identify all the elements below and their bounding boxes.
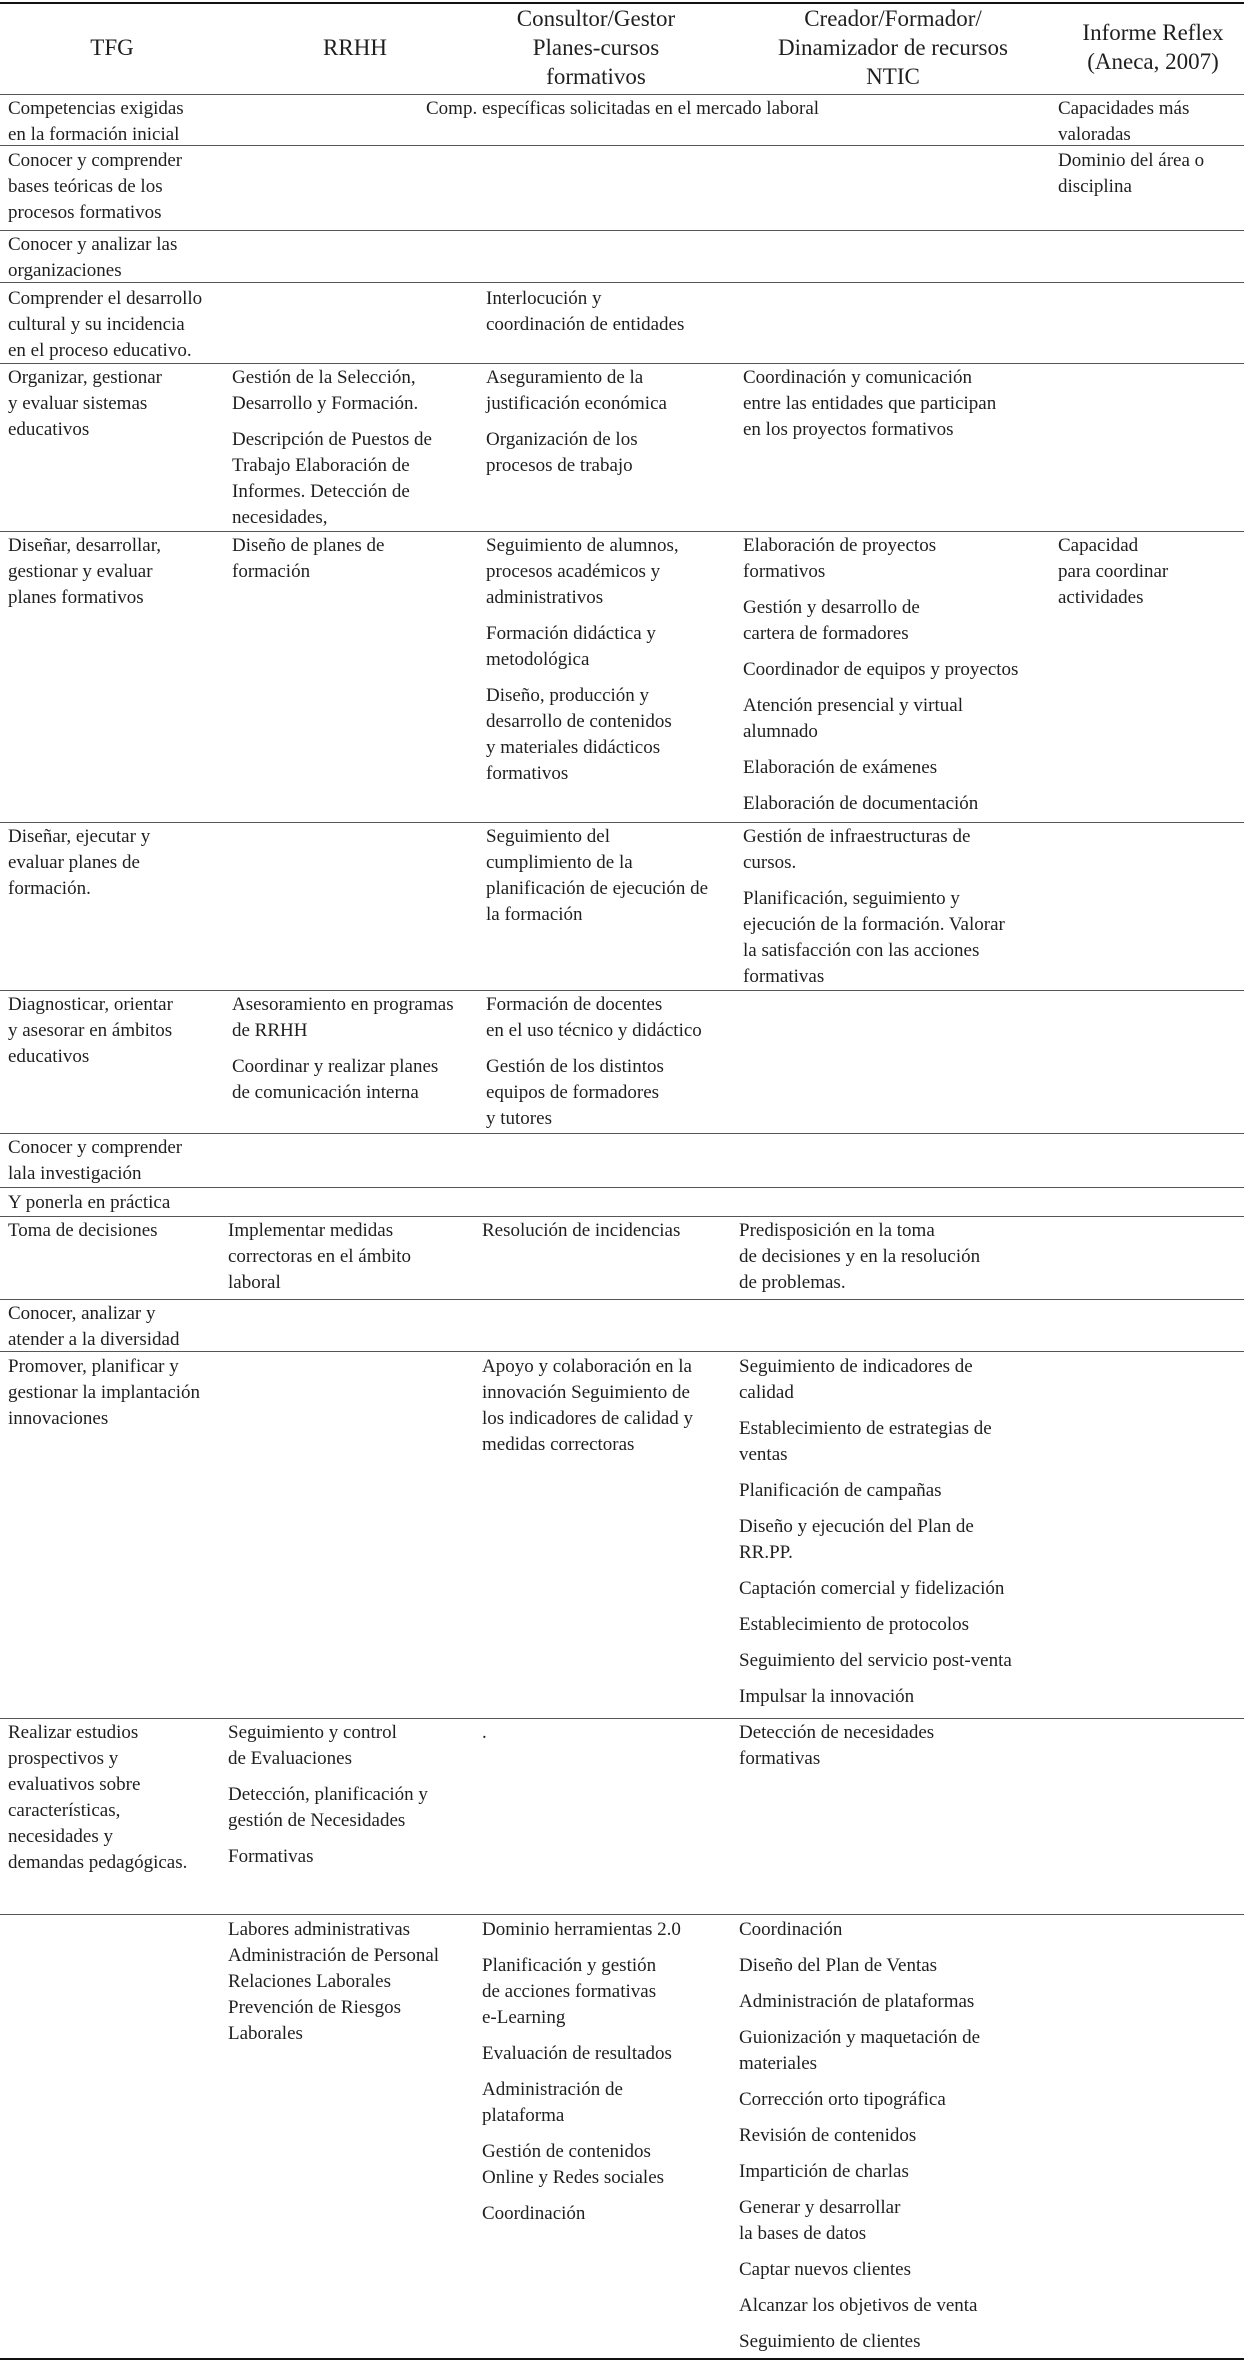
cell-text: Conocer y comprender lala investigación: [8, 1137, 183, 1184]
cell-text: Impulsar la innovación: [739, 1686, 915, 1707]
spanning-heading: Comp. específicas solicitadas en el mercado laboral: [426, 98, 820, 119]
cell-tfg: [8, 365, 228, 453]
cell-text: Asesoramiento en programas de RRHH: [232, 994, 454, 1041]
cell-creador: [739, 1917, 1049, 2365]
cell-consultor: [482, 1354, 734, 1468]
cell-text: Capacidades más valoradas: [1058, 98, 1190, 145]
row-divider: [0, 2358, 1244, 2360]
cell-creador: [743, 365, 1053, 453]
cell-text: Descripción de Puestos de Trabajo Elaboración de Informes. Detección de necesidades,: [232, 429, 432, 528]
cell-text: Elaboración de documentación: [743, 793, 979, 814]
cell-creador: [743, 533, 1053, 827]
cell-text: Diagnosticar, orientar y asesorar en ámbitos educativos: [8, 994, 173, 1067]
cell-text: Aseguramiento de la justificación económica: [486, 367, 667, 414]
cell-text: Seguimiento del cumplimiento de la planificación de ejecución de la formación: [486, 826, 709, 925]
cell-text: Organización de los procesos de trabajo: [486, 429, 638, 476]
cell-text: Competencias exigidas en la formación inicial: [8, 98, 184, 145]
cell-consultor: [486, 533, 738, 797]
cell-text: Guionización y maquetación de materiales: [739, 2027, 981, 2074]
cell-rrhh: [232, 992, 482, 1116]
cell-text: Formación didáctica y metodológica: [486, 623, 656, 670]
row-divider: [0, 990, 1244, 991]
cell-text: Diseño y ejecución del Plan de RR.PP.: [739, 1516, 974, 1563]
cell-rrhh: [228, 1218, 478, 1306]
cell-tfg: [8, 232, 228, 294]
cell-text: Resolución de incidencias: [482, 1220, 681, 1241]
cell-text: Diseño de planes de formación: [232, 535, 385, 582]
cell-text: Detección, planificación y gestión de Necesidades: [228, 1784, 428, 1831]
cell-text: Coordinador de equipos y proyectos: [743, 659, 1019, 680]
column-header-reflex: Informe Reflex (Aneca, 2007): [1082, 20, 1224, 74]
cell-consultor: [486, 824, 738, 938]
cell-text: Gestión de infraestructuras de cursos.: [743, 826, 971, 873]
cell-rrhh: [228, 1917, 478, 2057]
cell-text: Detección de necesidades formativas: [739, 1722, 935, 1769]
cell-text: Planificación, seguimiento y ejecución de la formación. Valorar la satisfacción con las acciones formativas: [743, 888, 1005, 987]
cell-tfg: [8, 992, 228, 1080]
column-header-consultor: Consultor/Gestor Planes-cursos formativos: [516, 6, 676, 89]
cell-consultor: [482, 1218, 734, 1254]
cell-consultor: [482, 1720, 734, 1756]
cell-text: Interlocución y coordinación de entidades: [486, 288, 685, 335]
cell-text: Gestión y desarrollo de cartera de formadores: [743, 597, 920, 644]
cell-text: Comprender el desarrollo cultural y su incidencia en el proceso educativo.: [8, 288, 203, 361]
cell-text: Establecimiento de estrategias de ventas: [739, 1418, 992, 1465]
cell-text: Planificación de campañas: [739, 1480, 942, 1501]
cell-text: Elaboración de proyectos formativos: [743, 535, 937, 582]
cell-text: Corrección orto tipográfica: [739, 2089, 946, 2110]
cell-rrhh: [232, 533, 482, 595]
cell-text: Seguimiento y control de Evaluaciones: [228, 1722, 397, 1769]
cell-tfg: [8, 533, 228, 621]
cell-text: Y ponerla en práctica: [8, 1192, 171, 1213]
cell-text: Gestión de los distintos equipos de formadores y tutores: [486, 1056, 664, 1129]
cell-reflex: [1058, 148, 1238, 210]
cell-text: Seguimiento de clientes: [739, 2331, 921, 2352]
cell-consultor: [482, 1917, 734, 2237]
cell-text: Atención presencial y virtual alumnado: [743, 695, 964, 742]
cell-text: Conocer y analizar las organizaciones: [8, 234, 178, 281]
cell-text: Realizar estudios prospectivos y evaluativos sobre características, necesidades y demandas pedagógicas.: [8, 1722, 188, 1873]
cell-tfg: [8, 148, 228, 236]
cell-text: Coordinación: [739, 1919, 843, 1940]
cell-tfg: [8, 1135, 228, 1197]
cell-tfg: [8, 286, 228, 374]
cell-rrhh: [228, 1720, 478, 1880]
cell-text: Coordinación: [482, 2203, 586, 2224]
cell-tfg: [8, 824, 228, 912]
cell-text: Promover, planificar y gestionar la implantación innovaciones: [8, 1356, 201, 1429]
cell-consultor: [486, 365, 738, 489]
cell-text: Alcanzar los objetivos de venta: [739, 2295, 978, 2316]
cell-text: Formativas: [228, 1846, 314, 1867]
cell-creador: [743, 824, 1053, 1000]
cell-text: Predisposición en la toma de decisiones y en la resolución de problemas.: [739, 1220, 981, 1293]
cell-rrhh: [232, 365, 482, 541]
cell-text: Formación de docentes en el uso técnico y didáctico: [486, 994, 702, 1041]
cell-tfg: [8, 1354, 228, 1442]
cell-text: Revisión de contenidos: [739, 2125, 917, 2146]
cell-reflex: [1058, 533, 1238, 621]
cell-text: Establecimiento de protocolos: [739, 1614, 970, 1635]
cell-text: Apoyo y colaboración en la innovación Seguimiento de los indicadores de calidad y medidas correctoras: [482, 1356, 694, 1455]
cell-text: Conocer y comprender bases teóricas de los procesos formativos: [8, 150, 183, 223]
row-divider: [0, 1718, 1244, 1719]
cell-text: Gestión de la Selección, Desarrollo y Formación.: [232, 367, 419, 414]
cell-creador: [739, 1354, 1049, 1720]
row-divider: [0, 94, 1244, 95]
cell-consultor: [486, 992, 738, 1142]
cell-text: Labores administrativas Administración de Personal Relaciones Laborales Prevención de Riesgos Laborales: [228, 1919, 440, 2044]
cell-text: Implementar medidas correctoras en el ámbito laboral: [228, 1220, 412, 1293]
row-divider: [0, 531, 1244, 532]
cell-text: Seguimiento de indicadores de calidad: [739, 1356, 973, 1403]
cell-text: Coordinar y realizar planes de comunicación interna: [232, 1056, 439, 1103]
cell-consultor: [486, 286, 738, 348]
column-header-tfg: TFG: [90, 35, 134, 60]
cell-text: Diseñar, ejecutar y evaluar planes de formación.: [8, 826, 151, 899]
cell-text: Impartición de charlas: [739, 2161, 909, 2182]
column-header-rrhh: RRHH: [323, 35, 387, 60]
cell-text: Organizar, gestionar y evaluar sistemas educativos: [8, 367, 162, 440]
cell-text: Evaluación de resultados: [482, 2043, 672, 2064]
cell-text: Diseño del Plan de Ventas: [739, 1955, 938, 1976]
cell-text: Diseñar, desarrollar, gestionar y evaluar planes formativos: [8, 535, 162, 608]
cell-text: Dominio herramientas 2.0: [482, 1919, 681, 1940]
cell-text: Administración de plataformas: [739, 1991, 975, 2012]
cell-text: Captar nuevos clientes: [739, 2259, 912, 2280]
row-divider: [0, 1914, 1244, 1915]
cell-text: Planificación y gestión de acciones formativas e-Learning: [482, 1955, 657, 2028]
column-header-creador: Creador/Formador/ Dinamizador de recursos NTIC: [778, 6, 1008, 89]
cell-text: Toma de decisiones: [8, 1220, 158, 1241]
cell-creador: [739, 1218, 1049, 1306]
cell-creador: [739, 1720, 1049, 1782]
cell-text: Generar y desarrollar la bases de datos: [739, 2197, 901, 2244]
cell-tfg: [8, 1218, 228, 1254]
cell-text: Administración de plataforma: [482, 2079, 623, 2126]
cell-text: Elaboración de exámenes: [743, 757, 938, 778]
cell-tfg: [8, 1720, 228, 1886]
row-divider: [0, 822, 1244, 823]
cell-text: Gestión de contenidos Online y Redes sociales: [482, 2141, 665, 2188]
cell-text: .: [482, 1722, 487, 1743]
cell-text: Conocer, analizar y atender a la diversidad: [8, 1303, 180, 1350]
cell-text: Diseño, producción y desarrollo de contenidos y materiales didácticos formativos: [486, 685, 672, 784]
cell-text: Seguimiento del servicio post-venta: [739, 1650, 1012, 1671]
cell-text: Seguimiento de alumnos, procesos académicos y administrativos: [486, 535, 679, 608]
cell-text: Capacidad para coordinar actividades: [1058, 535, 1169, 608]
cell-text: Dominio del área o disciplina: [1058, 150, 1205, 197]
cell-text: Coordinación y comunicación entre las entidades que participan en los proyectos formativos: [743, 367, 997, 440]
row-divider: [0, 1299, 1244, 1300]
cell-text: Captación comercial y fidelización: [739, 1578, 1005, 1599]
